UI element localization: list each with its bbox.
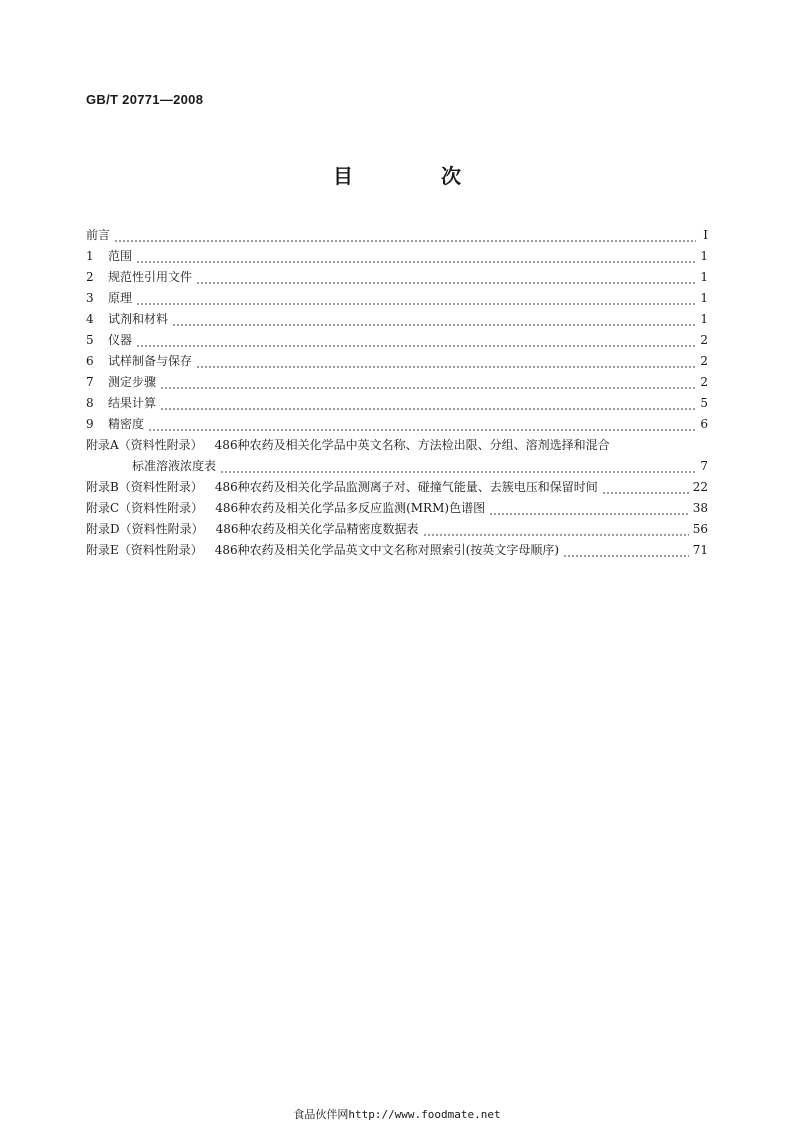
toc-entry-annex-d[interactable] (86, 520, 708, 541)
leader-dots (136, 252, 696, 264)
chapter-number: 3 (86, 291, 94, 305)
toc-entry-chapter-2[interactable] (86, 268, 708, 289)
toc-entry-label: 486种农药及相关化学品精密度数据表 (215, 522, 419, 536)
toc-entry-page: 38 (692, 501, 708, 515)
annex-tag: 附录E（资料性附录） (86, 543, 203, 557)
leader-dots (489, 504, 689, 516)
chapter-number: 5 (86, 333, 94, 347)
toc-entry-label: 486种农药及相关化学品多反应监测(MRM)色谱图 (215, 501, 486, 515)
footer-watermark: 食品伙伴网http://www.foodmate.net (293, 1108, 501, 1121)
annex-tag: 附录C（资料性附录） (86, 501, 204, 515)
leader-dots (136, 336, 696, 348)
leader-dots (220, 462, 696, 474)
toc-entry-page: 6 (700, 417, 708, 431)
leader-dots (136, 294, 696, 306)
toc-entry-page: 1 (700, 291, 708, 305)
toc-entry-label: 试剂和材料 (108, 312, 169, 326)
leader-dots (160, 399, 696, 411)
toc-entry-label: 486种农药及相关化学品英文中文名称对照索引(按英文字母顺序) (214, 543, 560, 557)
annex-tag: 附录A（资料性附录） (86, 438, 203, 452)
toc-entry-label: 486种农药及相关化学品监测离子对、碰撞气能量、去簇电压和保留时间 (214, 480, 598, 494)
annex-tag: 附录B（资料性附录） (86, 480, 203, 494)
toc-entry-chapter-8[interactable] (86, 394, 708, 415)
toc-entry-annex-b[interactable] (86, 478, 708, 499)
toc-entry-page: 2 (700, 333, 708, 347)
toc-entry-label: 前言 (86, 228, 111, 242)
leader-dots (172, 315, 696, 327)
chapter-number: 1 (86, 249, 94, 263)
toc-entry-page: 1 (700, 270, 708, 284)
toc-entry-annex-a-continuation[interactable] (86, 457, 708, 478)
toc-entry-label: 仪器 (108, 333, 133, 347)
toc-entry-label: 结果计算 (108, 396, 157, 410)
toc-entry-page: 1 (700, 312, 708, 326)
leader-dots (148, 420, 696, 432)
toc-entry-chapter-5[interactable] (86, 331, 708, 352)
chapter-number: 2 (86, 270, 94, 284)
toc-entry-label: 范围 (108, 249, 133, 263)
chapter-number: 7 (86, 375, 94, 389)
page-title: 目 次 (333, 164, 495, 188)
toc-entry-label: 486种农药及相关化学品中英文名称、方法检出限、分组、溶剂选择和混合 (214, 438, 610, 452)
toc-entry-page: Ⅰ (703, 228, 708, 242)
toc-entry-label: 规范性引用文件 (108, 270, 193, 284)
toc-entry-page: 71 (692, 543, 708, 557)
chapter-number: 4 (86, 312, 94, 326)
toc-entry-label: 原理 (108, 291, 133, 305)
standard-code: GB/T 20771—2008 (86, 92, 204, 107)
toc-entry-annex-e[interactable] (86, 541, 708, 562)
toc-entry-chapter-3[interactable] (86, 289, 708, 310)
toc-entry-page: 22 (692, 480, 708, 494)
toc-entry-page: 7 (700, 459, 708, 473)
toc-entry-label: 精密度 (108, 417, 145, 431)
leader-dots (423, 525, 689, 537)
chapter-number: 6 (86, 354, 94, 368)
annex-tag: 附录D（资料性附录） (86, 522, 204, 536)
toc-entry-page: 5 (700, 396, 708, 410)
leader-dots (160, 378, 696, 390)
toc-entry-chapter-7[interactable] (86, 373, 708, 394)
toc-entry-chapter-6[interactable] (86, 352, 708, 373)
toc-entry-annex-c[interactable] (86, 499, 708, 520)
leader-dots (602, 483, 689, 495)
toc-entry-label: 测定步骤 (108, 375, 157, 389)
toc-entry-label-continuation: 标准溶液浓度表 (132, 459, 217, 473)
toc-entry-page: 2 (700, 354, 708, 368)
toc-entry-foreword[interactable] (86, 226, 708, 247)
toc-entry-chapter-1[interactable] (86, 247, 708, 268)
toc-entry-chapter-4[interactable] (86, 310, 708, 331)
chapter-number: 9 (86, 417, 94, 431)
leader-dots (114, 231, 696, 243)
toc-entry-page: 2 (700, 375, 708, 389)
toc-entry-annex-a[interactable] (86, 436, 708, 457)
chapter-number: 8 (86, 396, 94, 410)
table-of-contents (86, 226, 708, 562)
leader-dots (196, 273, 696, 285)
toc-entry-page: 56 (692, 522, 708, 536)
leader-dots (196, 357, 696, 369)
toc-entry-chapter-9[interactable] (86, 415, 708, 436)
toc-entry-page: 1 (700, 249, 708, 263)
leader-dots (563, 546, 689, 558)
toc-entry-label: 试样制备与保存 (108, 354, 193, 368)
